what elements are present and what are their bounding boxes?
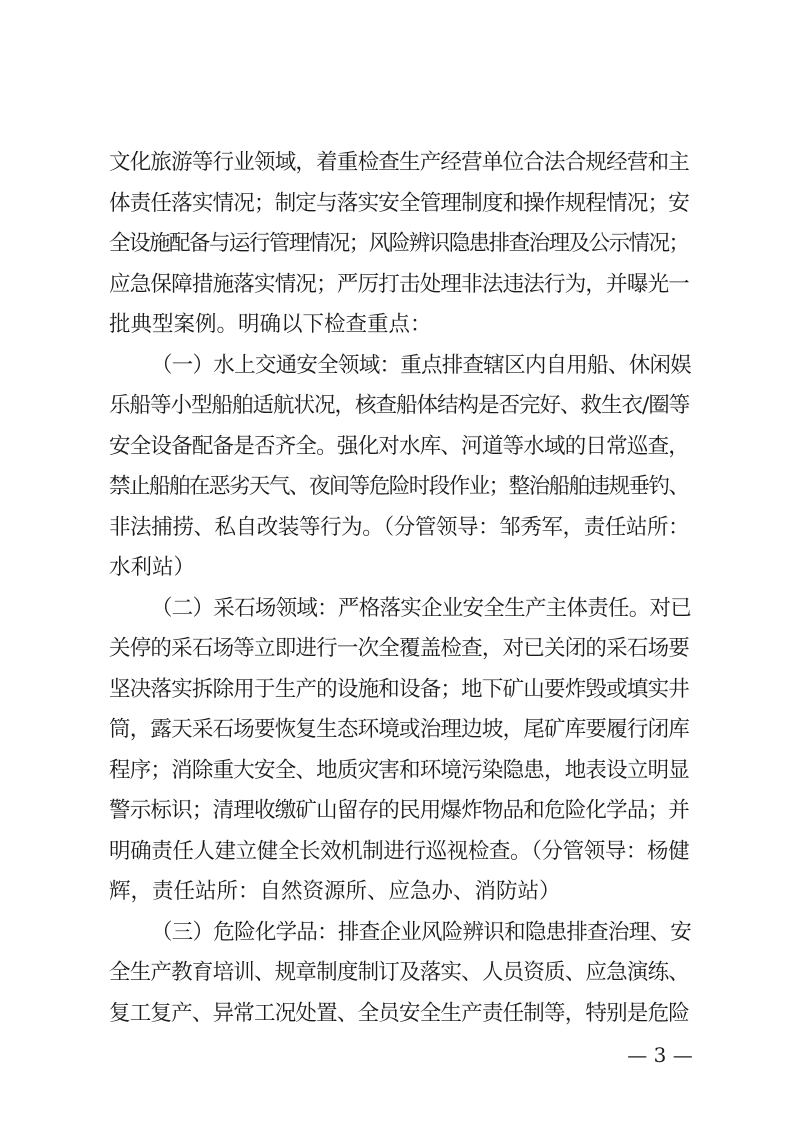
body-text-line: 乐船等小型船舶适航状况，核查船体结构是否完好、救生衣/圈等 [109, 393, 690, 418]
section-heading-line: （一）水上交通安全领域：重点排查辖区内自用船、休闲娱 [151, 352, 692, 378]
body-text-line: 警示标识；清理收缴矿山留存的民用爆炸物品和危险化学品；并 [109, 798, 690, 823]
body-text-line: 明确责任人建立健全长效机制进行巡视检查。（分管领导：杨健 [109, 838, 690, 864]
body-text-line: 复工复产、异常工况处置、全员安全生产责任制等，特别是危险 [109, 1000, 690, 1026]
section-heading-line: （二）采石场领域：严格落实企业安全生产主体责任。对已 [151, 595, 692, 621]
body-text-line: 应急保障措施落实情况；严厉打击处理非法违法行为，并曝光一 [109, 271, 690, 297]
body-text-line: 关停的采石场等立即进行一次全覆盖检查，对已关闭的采石场要 [109, 636, 690, 661]
body-text-line: 坚决落实拆除用于生产的设施和设备；地下矿山要炸毁或填实井 [109, 676, 690, 702]
section-heading-line: （三）危险化学品：排查企业风险辨识和隐患排查治理、安 [151, 919, 692, 945]
body-text-line: 禁止船舶在恶劣天气、夜间等危险时段作业；整治船舶违规垂钓、 [109, 474, 689, 499]
body-text-line: 程序；消除重大安全、地质灾害和环境污染隐患，地表设立明显 [109, 757, 690, 783]
body-text-line: 全设施配备与运行管理情况；风险辨识隐患排查治理及公示情况； [109, 231, 689, 256]
body-text-line: 体责任落实情况；制定与落实安全管理制度和操作规程情况；安 [109, 190, 690, 216]
body-text-line: 辉，责任站所：自然资源所、应急办、消防站） [109, 879, 561, 904]
body-text-line: 全生产教育培训、规章制度制订及落实、人员资质、应急演练、 [109, 960, 690, 985]
body-text-line: 文化旅游等行业领域，着重检查生产经营单位合法合规经营和主 [109, 150, 690, 175]
body-text-line: 筒，露天采石场要恢复生态环境或治理边坡，尾矿库要履行闭库 [109, 717, 690, 742]
body-text-line: 非法捕捞、私自改装等行为。（分管领导：邹秀军，责任站所： [109, 514, 690, 540]
body-text-line: 安全设备配备是否齐全。强化对水库、河道等水域的日常巡查， [109, 433, 690, 459]
body-text-line: 水利站） [109, 555, 196, 580]
page-number: — 3 — [627, 1043, 693, 1067]
body-text-line: 批典型案例。明确以下检查重点： [109, 312, 432, 337]
